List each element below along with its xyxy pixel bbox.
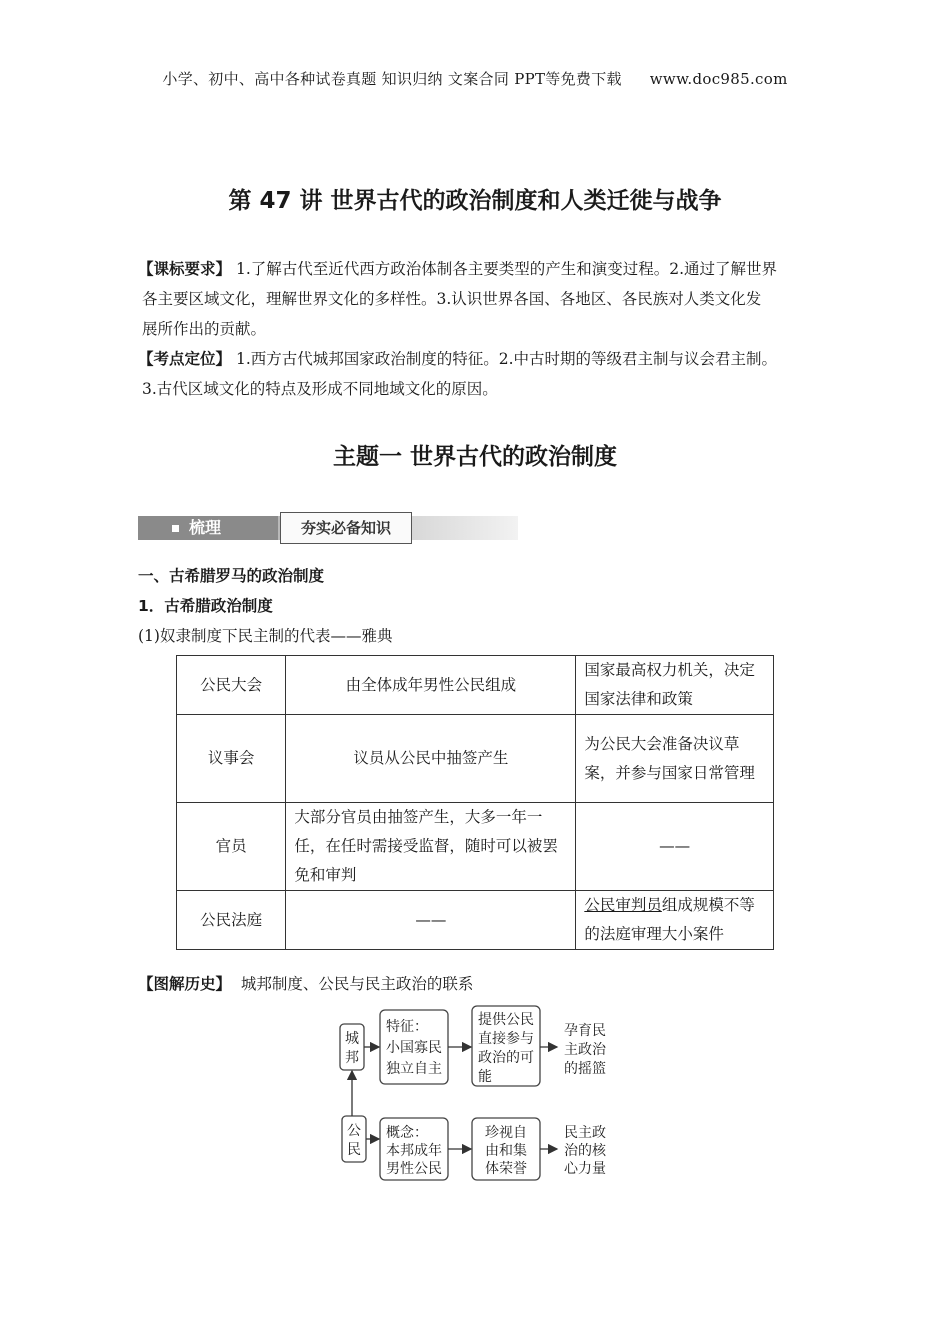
subsection-heading: 1．古希腊政治制度 [138, 597, 273, 615]
table-cell-name: 公民大会 [177, 656, 286, 715]
box-text: 直接参与 [478, 1031, 534, 1047]
node-label: 公 [347, 1123, 361, 1139]
section-heading: 一、古希腊罗马的政治制度 [138, 567, 325, 585]
table-cell-function: —— [576, 803, 774, 891]
box-text: 小国寡民 [386, 1040, 442, 1056]
header-url[interactable]: www.doc985.com [649, 70, 788, 88]
box-text: 能 [478, 1069, 492, 1085]
table-cell-composition: —— [286, 891, 576, 950]
section-banner [138, 512, 518, 544]
header-text: 小学、初中、高中各种试卷真题 知识归纳 文案合同 PPT等免费下载 [162, 70, 622, 88]
table-cell-composition: 由全体成年男性公民组成 [286, 656, 576, 715]
relationship-diagram [330, 1000, 630, 1190]
square-icon [172, 525, 179, 532]
result-text: 治的核 [564, 1143, 606, 1159]
box-text: 概念： [386, 1125, 428, 1141]
positioning-line: 1.西方古代城邦国家政治制度的特征。2.中古时期的等级君主制与议会君主制。 [235, 350, 778, 368]
requirements-line: 展所作出的贡献。 [142, 320, 267, 338]
requirements-line: 1.了解古代至近代西方政治体制各主要类型的产生和演变过程。2.通过了解世界 [235, 260, 778, 278]
figure-tag: 【图解历史】 [138, 975, 232, 993]
banner-box: 夯实必备知识 [280, 512, 412, 544]
box-text: 由和集 [485, 1143, 527, 1159]
node-label: 民 [347, 1142, 361, 1158]
table-row [177, 803, 774, 891]
result-text: 孕育民 [564, 1023, 606, 1039]
table-cell-function: 为公民大会准备决议草案，并参与国家日常管理 [576, 715, 774, 803]
box-text: 独立自主 [386, 1061, 442, 1077]
box-text: 本邦成年 [386, 1143, 442, 1159]
page-title: 第 47 讲 世界古代的政治制度和人类迁徙与战争 [228, 188, 722, 214]
box-text: 珍视自 [485, 1125, 527, 1141]
box-text: 提供公民 [478, 1012, 534, 1028]
node-label: 邦 [345, 1050, 359, 1066]
section-title: 主题一 世界古代的政治制度 [332, 444, 617, 470]
positioning-line: 3.古代区域文化的特点及形成不同地域文化的原因。 [142, 380, 498, 398]
positioning-paragraph [138, 344, 818, 404]
box-text: 体荣誉 [485, 1161, 527, 1177]
table-cell-function: 国家最高权力机关，决定国家法律和政策 [576, 656, 774, 715]
box-text: 政治的可 [478, 1050, 534, 1066]
box-text: 男性公民 [386, 1161, 442, 1177]
requirements-tag: 【课标要求】 [138, 260, 232, 278]
node-label: 城 [345, 1031, 359, 1047]
requirements-line: 各主要区域文化，理解世界文化的多样性。3.认识世界各国、各地区、各民族对人类文化发 [142, 290, 762, 308]
page-header [0, 68, 950, 89]
result-text: 主政治 [564, 1042, 606, 1058]
table-row [177, 656, 774, 715]
table-cell-name: 公民法庭 [177, 891, 286, 950]
table-row [177, 891, 774, 950]
item-heading: (1)奴隶制度下民主制的代表——雅典 [138, 627, 393, 645]
table-cell-name: 议事会 [177, 715, 286, 803]
table-row [177, 715, 774, 803]
positioning-tag: 【考点定位】 [138, 350, 232, 368]
box-text: 特征： [386, 1019, 428, 1035]
athens-institutions-table [176, 655, 774, 950]
requirements-paragraph [138, 254, 818, 344]
figure-caption [138, 972, 473, 994]
result-text: 心力量 [564, 1161, 606, 1177]
result-text: 民主政 [564, 1125, 606, 1141]
table-cell-composition: 议员从公民中抽签产生 [286, 715, 576, 803]
result-text: 的摇篮 [564, 1061, 606, 1077]
table-cell-name: 官员 [177, 803, 286, 891]
underlined-term: 公民审判员 [584, 896, 662, 914]
table-cell-function: 公民审判员组成规模不等的法庭审理大小案件 [576, 891, 774, 950]
figure-caption-text: 城邦制度、公民与民主政治的联系 [240, 975, 474, 993]
table-cell-composition: 大部分官员由抽签产生，大多一年一任，在任时需接受监督，随时可以被罢免和审判 [286, 803, 576, 891]
banner-label: 梳理 [138, 516, 278, 540]
